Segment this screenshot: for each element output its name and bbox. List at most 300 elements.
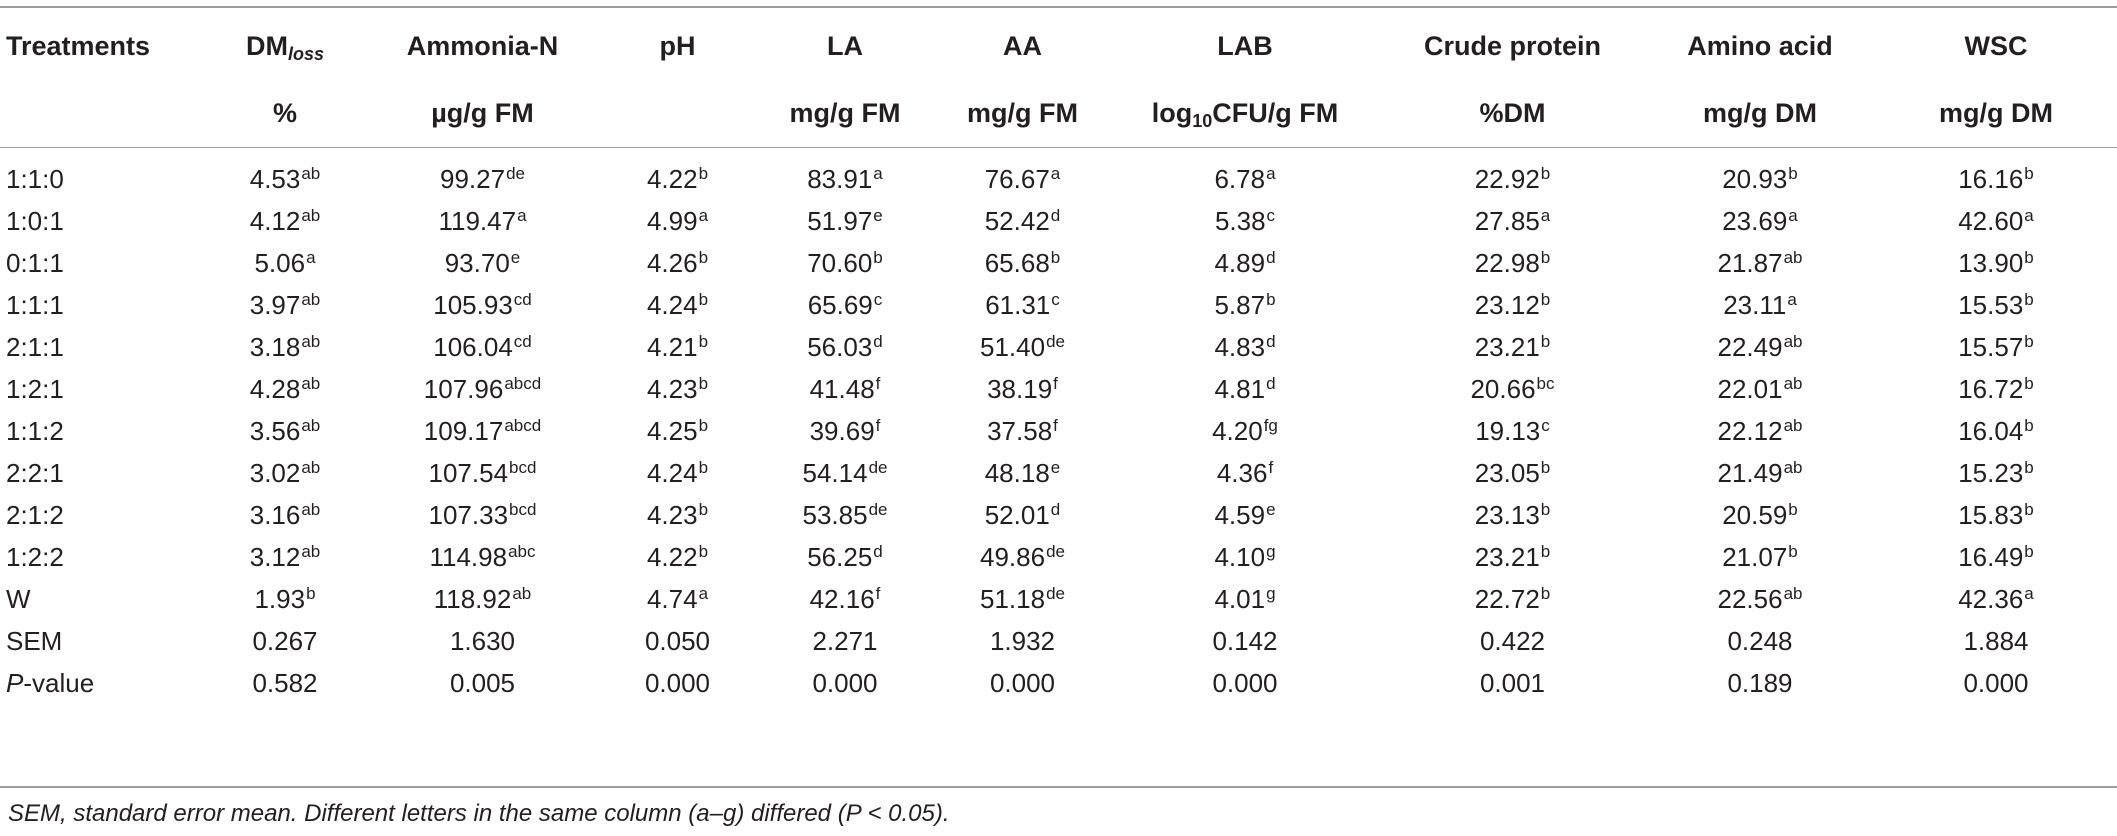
cell-la bbox=[755, 146, 935, 200]
cell-ph bbox=[600, 368, 755, 410]
table-row bbox=[0, 662, 2117, 704]
significance-letters: b bbox=[1540, 163, 1551, 183]
cell-wsc bbox=[1875, 536, 2117, 578]
significance-letters: ab bbox=[301, 499, 321, 519]
cell-value: 23.11 bbox=[1723, 289, 1787, 320]
cell-ph bbox=[600, 536, 755, 578]
cell-value: 4.24 bbox=[646, 289, 698, 320]
cell-value: 106.04 bbox=[433, 331, 513, 362]
table-row bbox=[0, 146, 2117, 200]
row-label: W bbox=[6, 583, 31, 614]
cell-value: 4.22 bbox=[646, 541, 698, 572]
cell-value: 42.16 bbox=[809, 583, 875, 614]
cell-value: 93.70 bbox=[444, 247, 510, 278]
significance-letters: a bbox=[517, 205, 527, 225]
cell-value: 56.25 bbox=[807, 541, 873, 572]
significance-letters: b bbox=[1540, 541, 1551, 561]
cell-dm bbox=[205, 242, 365, 284]
cell-value: 21.07 bbox=[1722, 541, 1788, 572]
cell-dm bbox=[205, 368, 365, 410]
col-header-treatments: Treatments bbox=[6, 30, 151, 61]
cell-value: 107.33 bbox=[428, 499, 509, 530]
row-label: 2:1:2 bbox=[6, 499, 64, 530]
row-label: 1:1:2 bbox=[6, 415, 64, 446]
cell-value: 0.000 bbox=[1963, 667, 2029, 698]
cell-ph bbox=[600, 242, 755, 284]
cell-aa bbox=[935, 242, 1110, 284]
significance-letters: a bbox=[306, 247, 316, 267]
header-name-row bbox=[0, 8, 2117, 80]
cell-aa bbox=[935, 620, 1110, 662]
cell-value: 13.90 bbox=[1958, 247, 2024, 278]
cell-value: 52.42 bbox=[984, 205, 1050, 236]
cell-value: 0.189 bbox=[1727, 667, 1793, 698]
cell-value: 22.01 bbox=[1717, 373, 1783, 404]
significance-letters: ab bbox=[301, 205, 321, 225]
cell-value: 23.21 bbox=[1474, 331, 1540, 362]
cell-value: 56.03 bbox=[807, 331, 873, 362]
cell-value: 20.93 bbox=[1722, 163, 1788, 194]
cell-value: 4.99 bbox=[646, 205, 698, 236]
cell-aa bbox=[935, 284, 1110, 326]
cell-wsc bbox=[1875, 410, 2117, 452]
significance-letters: b bbox=[1788, 163, 1798, 183]
significance-letters: a bbox=[873, 163, 883, 183]
significance-letters: b bbox=[1540, 583, 1551, 603]
cell-wsc bbox=[1875, 578, 2117, 620]
cell-ammonia-n bbox=[365, 410, 600, 452]
cell-value: 42.36 bbox=[1958, 583, 2024, 614]
significance-letters: b bbox=[2024, 163, 2034, 183]
cell-crude-protein bbox=[1380, 536, 1645, 578]
significance-letters: b bbox=[1050, 247, 1061, 267]
cell-amino-acid bbox=[1645, 410, 1875, 452]
cell-amino-acid bbox=[1645, 200, 1875, 242]
cell-value: 99.27 bbox=[440, 163, 506, 194]
cell-lab bbox=[1110, 578, 1380, 620]
cell-value: 23.21 bbox=[1474, 541, 1540, 572]
cell-aa bbox=[935, 200, 1110, 242]
cell-value: 4.53 bbox=[249, 163, 301, 194]
col-header-crude-protein: Crude protein bbox=[1423, 30, 1601, 61]
table-body bbox=[0, 146, 2117, 704]
significance-letters: d bbox=[1266, 331, 1276, 351]
cell-amino-acid bbox=[1645, 242, 1875, 284]
cell-value: 0.267 bbox=[252, 625, 318, 656]
cell-value: 119.47 bbox=[438, 205, 517, 236]
unit-crude-protein: %DM bbox=[1479, 97, 1546, 128]
cell-value: 4.10 bbox=[1214, 541, 1266, 572]
cell-value: 51.97 bbox=[807, 205, 873, 236]
cell-dm bbox=[205, 326, 365, 368]
cell-value: 3.97 bbox=[249, 289, 301, 320]
row-label: 1:2:1 bbox=[6, 373, 64, 404]
cell-lab bbox=[1110, 410, 1380, 452]
significance-letters: a bbox=[698, 205, 709, 225]
cell-ph bbox=[600, 284, 755, 326]
significance-letters: b bbox=[1266, 289, 1276, 309]
cell-ammonia-n bbox=[365, 146, 600, 200]
significance-letters: a bbox=[698, 583, 709, 603]
cell-value: 27.85 bbox=[1474, 205, 1540, 236]
cell-la bbox=[755, 494, 935, 536]
cell-value: 0.000 bbox=[644, 667, 711, 698]
significance-letters: de bbox=[1046, 541, 1065, 561]
cell-dm bbox=[205, 200, 365, 242]
cell-value: 61.31 bbox=[985, 289, 1051, 320]
cell-value: 0.582 bbox=[252, 667, 318, 698]
cell-value: 23.13 bbox=[1474, 499, 1540, 530]
significance-letters: e bbox=[1266, 499, 1276, 519]
row-label: 2:1:1 bbox=[6, 331, 64, 362]
significance-letters: b bbox=[2024, 247, 2034, 267]
cell-dm bbox=[205, 536, 365, 578]
significance-letters: g bbox=[1266, 583, 1276, 603]
table-row bbox=[0, 410, 2117, 452]
cell-value: 15.83 bbox=[1958, 499, 2024, 530]
cell-crude-protein bbox=[1380, 146, 1645, 200]
cell-aa bbox=[935, 410, 1110, 452]
cell-wsc bbox=[1875, 200, 2117, 242]
cell-value: 16.16 bbox=[1958, 163, 2024, 194]
cell-la bbox=[755, 452, 935, 494]
cell-value: 5.06 bbox=[254, 247, 306, 278]
table-row bbox=[0, 620, 2117, 662]
table-row bbox=[0, 578, 2117, 620]
significance-letters: e bbox=[873, 205, 883, 225]
significance-letters: ab bbox=[1783, 331, 1803, 351]
significance-letters: ab bbox=[301, 373, 321, 393]
cell-value: 3.02 bbox=[249, 457, 301, 488]
significance-letters: de bbox=[868, 457, 888, 477]
table-row bbox=[0, 326, 2117, 368]
significance-letters: f bbox=[1053, 373, 1058, 393]
cell-dm bbox=[205, 284, 365, 326]
significance-letters: b bbox=[1788, 499, 1798, 519]
significance-letters: cd bbox=[513, 331, 532, 351]
cell-value: 0.142 bbox=[1212, 625, 1278, 656]
cell-ph bbox=[600, 452, 755, 494]
cell-value: 114.98 bbox=[429, 541, 508, 572]
cell-wsc bbox=[1875, 494, 2117, 536]
significance-letters: d bbox=[1050, 205, 1061, 225]
cell-crude-protein bbox=[1380, 662, 1645, 704]
cell-value: 4.20 bbox=[1212, 415, 1263, 446]
cell-value: 4.59 bbox=[1214, 499, 1266, 530]
significance-letters: b bbox=[698, 163, 709, 183]
cell-ph bbox=[600, 662, 755, 704]
cell-value: 53.85 bbox=[802, 499, 868, 530]
cell-value: 4.25 bbox=[646, 415, 698, 446]
cell-ammonia-n bbox=[365, 368, 600, 410]
cell-crude-protein bbox=[1380, 620, 1645, 662]
cell-ammonia-n bbox=[365, 200, 600, 242]
cell-aa bbox=[935, 326, 1110, 368]
table-row bbox=[0, 536, 2117, 578]
significance-letters: ab bbox=[301, 331, 321, 351]
significance-letters: bcd bbox=[509, 499, 537, 519]
significance-letters: c bbox=[873, 289, 883, 309]
cell-la bbox=[755, 410, 935, 452]
significance-letters: b bbox=[1540, 499, 1551, 519]
significance-letters: b bbox=[698, 247, 709, 267]
cell-value: 0.422 bbox=[1479, 625, 1546, 656]
cell-amino-acid bbox=[1645, 494, 1875, 536]
col-header-aa: AA bbox=[1003, 30, 1042, 61]
unit-la: mg/g FM bbox=[789, 97, 901, 128]
cell-aa bbox=[935, 536, 1110, 578]
cell-la bbox=[755, 242, 935, 284]
significance-letters: f bbox=[1053, 415, 1058, 435]
table-row bbox=[0, 242, 2117, 284]
cell-value: 20.59 bbox=[1722, 499, 1788, 530]
cell-value: 76.67 bbox=[984, 163, 1050, 194]
cell-value: 0.001 bbox=[1479, 667, 1546, 698]
significance-letters: ab bbox=[1783, 415, 1803, 435]
significance-letters: ab bbox=[301, 541, 321, 561]
unit-amino-acid: mg/g DM bbox=[1703, 97, 1817, 128]
significance-letters: c bbox=[1266, 205, 1276, 225]
cell-wsc bbox=[1875, 368, 2117, 410]
table-row bbox=[0, 284, 2117, 326]
significance-letters: abcd bbox=[504, 415, 542, 435]
cell-crude-protein bbox=[1380, 368, 1645, 410]
cell-lab bbox=[1110, 494, 1380, 536]
cell-value: 4.36 bbox=[1216, 457, 1268, 488]
significance-letters: ab bbox=[1783, 247, 1803, 267]
cell-value: 49.86 bbox=[980, 541, 1046, 572]
significance-letters: d bbox=[1266, 247, 1276, 267]
cell-crude-protein bbox=[1380, 200, 1645, 242]
cell-value: 6.78 bbox=[1214, 163, 1266, 194]
cell-value: 70.60 bbox=[807, 247, 873, 278]
significance-letters: d bbox=[873, 331, 883, 351]
cell-value: 48.18 bbox=[984, 457, 1050, 488]
significance-letters: b bbox=[1540, 247, 1551, 267]
cell-aa bbox=[935, 578, 1110, 620]
significance-letters: b bbox=[698, 373, 709, 393]
row-label: 1:2:2 bbox=[6, 541, 64, 572]
table-row bbox=[0, 494, 2117, 536]
significance-letters: g bbox=[1266, 541, 1276, 561]
cell-value: 22.92 bbox=[1474, 163, 1540, 194]
cell-aa bbox=[935, 368, 1110, 410]
cell-la bbox=[755, 536, 935, 578]
cell-value: 16.72 bbox=[1958, 373, 2024, 404]
cell-value: 0.005 bbox=[449, 667, 516, 698]
significance-letters: b bbox=[2024, 541, 2034, 561]
cell-value: 0.000 bbox=[812, 667, 878, 698]
cell-value: 4.22 bbox=[646, 163, 698, 194]
cell-ammonia-n bbox=[365, 326, 600, 368]
cell-la bbox=[755, 620, 935, 662]
cell-value: 0.050 bbox=[644, 625, 711, 656]
cell-wsc bbox=[1875, 284, 2117, 326]
col-header-ph: pH bbox=[659, 30, 696, 61]
unit-lab: $\log_{10}CFU/g$ FM bbox=[1151, 97, 1339, 131]
significance-letters: b bbox=[306, 583, 316, 603]
cell-value: 23.69 bbox=[1722, 205, 1788, 236]
cell-value: 16.49 bbox=[1958, 541, 2024, 572]
cell-dm bbox=[205, 620, 365, 662]
significance-letters: bc bbox=[1536, 373, 1555, 393]
results-table bbox=[0, 8, 2117, 704]
cell-value: 109.17 bbox=[423, 415, 504, 446]
significance-letters: b bbox=[2024, 289, 2034, 309]
cell-dm bbox=[205, 662, 365, 704]
cell-ph bbox=[600, 146, 755, 200]
cell-value: 41.48 bbox=[809, 373, 875, 404]
significance-letters: f bbox=[1268, 457, 1274, 477]
bottom-rule bbox=[0, 786, 2117, 788]
cell-aa bbox=[935, 452, 1110, 494]
significance-letters: b bbox=[2024, 415, 2034, 435]
significance-letters: b bbox=[1788, 541, 1798, 561]
cell-amino-acid bbox=[1645, 620, 1875, 662]
cell-amino-acid bbox=[1645, 662, 1875, 704]
row-label: 1:1:1 bbox=[6, 289, 64, 320]
cell-la bbox=[755, 368, 935, 410]
cell-value: 1.93 bbox=[254, 583, 306, 614]
cell-value: 23.05 bbox=[1474, 457, 1540, 488]
cell-wsc bbox=[1875, 326, 2117, 368]
significance-letters: b bbox=[2024, 457, 2034, 477]
cell-value: 65.69 bbox=[807, 289, 873, 320]
significance-letters: bcd bbox=[509, 457, 537, 477]
cell-lab bbox=[1110, 200, 1380, 242]
cell-value: 0.000 bbox=[1212, 667, 1278, 698]
significance-letters: b bbox=[2024, 331, 2034, 351]
cell-value: 22.72 bbox=[1474, 583, 1540, 614]
cell-ammonia-n bbox=[365, 284, 600, 326]
cell-value: 4.12 bbox=[249, 205, 301, 236]
cell-value: 1.932 bbox=[989, 625, 1056, 656]
cell-ph bbox=[600, 620, 755, 662]
cell-value: 22.56 bbox=[1717, 583, 1783, 614]
significance-letters: de bbox=[868, 499, 888, 519]
cell-value: 3.16 bbox=[249, 499, 301, 530]
cell-wsc bbox=[1875, 452, 2117, 494]
cell-lab bbox=[1110, 368, 1380, 410]
cell-ph bbox=[600, 410, 755, 452]
significance-letters: b bbox=[698, 331, 709, 351]
cell-value: 15.57 bbox=[1958, 331, 2024, 362]
row-label: 2:2:1 bbox=[6, 457, 64, 488]
cell-crude-protein bbox=[1380, 410, 1645, 452]
cell-ammonia-n bbox=[365, 662, 600, 704]
cell-value: 4.83 bbox=[1214, 331, 1266, 362]
cell-value: 23.12 bbox=[1474, 289, 1540, 320]
cell-value: 3.12 bbox=[249, 541, 301, 572]
cell-la bbox=[755, 326, 935, 368]
row-label: SEM bbox=[6, 625, 63, 656]
cell-crude-protein bbox=[1380, 326, 1645, 368]
cell-wsc bbox=[1875, 662, 2117, 704]
cell-value: 107.54 bbox=[428, 457, 509, 488]
significance-letters: f bbox=[875, 373, 881, 393]
cell-value: 4.21 bbox=[646, 331, 698, 362]
cell-value: 4.23 bbox=[646, 499, 698, 530]
cell-dm bbox=[205, 494, 365, 536]
col-header-lab: LAB bbox=[1217, 30, 1273, 61]
cell-aa bbox=[935, 662, 1110, 704]
cell-ammonia-n bbox=[365, 620, 600, 662]
cell-value: 105.93 bbox=[433, 289, 513, 320]
cell-value: 22.12 bbox=[1717, 415, 1783, 446]
significance-letters: b bbox=[1540, 331, 1551, 351]
cell-value: 5.38 bbox=[1214, 205, 1266, 236]
cell-value: 0.248 bbox=[1727, 625, 1793, 656]
significance-letters: ab bbox=[301, 163, 321, 183]
cell-value: 2.271 bbox=[812, 625, 878, 656]
cell-amino-acid bbox=[1645, 146, 1875, 200]
cell-aa bbox=[935, 494, 1110, 536]
cell-amino-acid bbox=[1645, 368, 1875, 410]
significance-letters: c bbox=[1541, 415, 1550, 435]
cell-value: 1.884 bbox=[1963, 625, 2029, 656]
col-header-wsc: WSC bbox=[1964, 30, 2028, 61]
cell-value: 65.68 bbox=[984, 247, 1050, 278]
significance-letters: abc bbox=[508, 541, 536, 561]
cell-value: 1.630 bbox=[449, 625, 516, 656]
cell-ph bbox=[600, 494, 755, 536]
cell-wsc bbox=[1875, 242, 2117, 284]
significance-letters: ab bbox=[1783, 457, 1803, 477]
cell-crude-protein bbox=[1380, 242, 1645, 284]
significance-letters: b bbox=[1540, 457, 1551, 477]
cell-la bbox=[755, 578, 935, 620]
col-header-dm: $DM_{loss}$ bbox=[245, 30, 325, 64]
significance-letters: f bbox=[875, 583, 881, 603]
cell-value: 22.49 bbox=[1717, 331, 1783, 362]
unit-wsc: mg/g DM bbox=[1939, 97, 2053, 128]
table-footnote: SEM, standard error mean. Different letters in the same column (a–g) differed (P < 0.05). bbox=[8, 800, 950, 827]
cell-wsc bbox=[1875, 146, 2117, 200]
cell-dm bbox=[205, 452, 365, 494]
unit-treatments bbox=[0, 80, 205, 146]
significance-letters: a bbox=[1540, 205, 1551, 225]
cell-value: 51.40 bbox=[980, 331, 1046, 362]
cell-value: 4.74 bbox=[646, 583, 698, 614]
significance-letters: d bbox=[1266, 373, 1276, 393]
cell-lab bbox=[1110, 284, 1380, 326]
significance-letters: a bbox=[1788, 205, 1798, 225]
table-row bbox=[0, 452, 2117, 494]
cell-la bbox=[755, 284, 935, 326]
cell-value: 20.66 bbox=[1470, 373, 1536, 404]
cell-value: 4.26 bbox=[646, 247, 698, 278]
table-row bbox=[0, 200, 2117, 242]
significance-letters: a bbox=[1787, 289, 1797, 309]
significance-letters: b bbox=[2024, 499, 2034, 519]
cell-ammonia-n bbox=[365, 452, 600, 494]
significance-letters: e bbox=[510, 247, 521, 267]
cell-lab bbox=[1110, 326, 1380, 368]
col-header-amino-acid: Amino acid bbox=[1687, 30, 1833, 61]
cell-value: 4.24 bbox=[646, 457, 698, 488]
significance-letters: f bbox=[875, 415, 881, 435]
cell-value: 51.18 bbox=[980, 583, 1046, 614]
row-label: 1:0:1 bbox=[6, 205, 64, 236]
cell-crude-protein bbox=[1380, 578, 1645, 620]
significance-letters: ab bbox=[301, 289, 321, 309]
cell-value: 21.49 bbox=[1717, 457, 1783, 488]
cell-lab bbox=[1110, 620, 1380, 662]
cell-value: 107.96 bbox=[423, 373, 504, 404]
cell-wsc bbox=[1875, 620, 2117, 662]
cell-value: 4.28 bbox=[249, 373, 301, 404]
significance-letters: ab bbox=[512, 583, 532, 603]
